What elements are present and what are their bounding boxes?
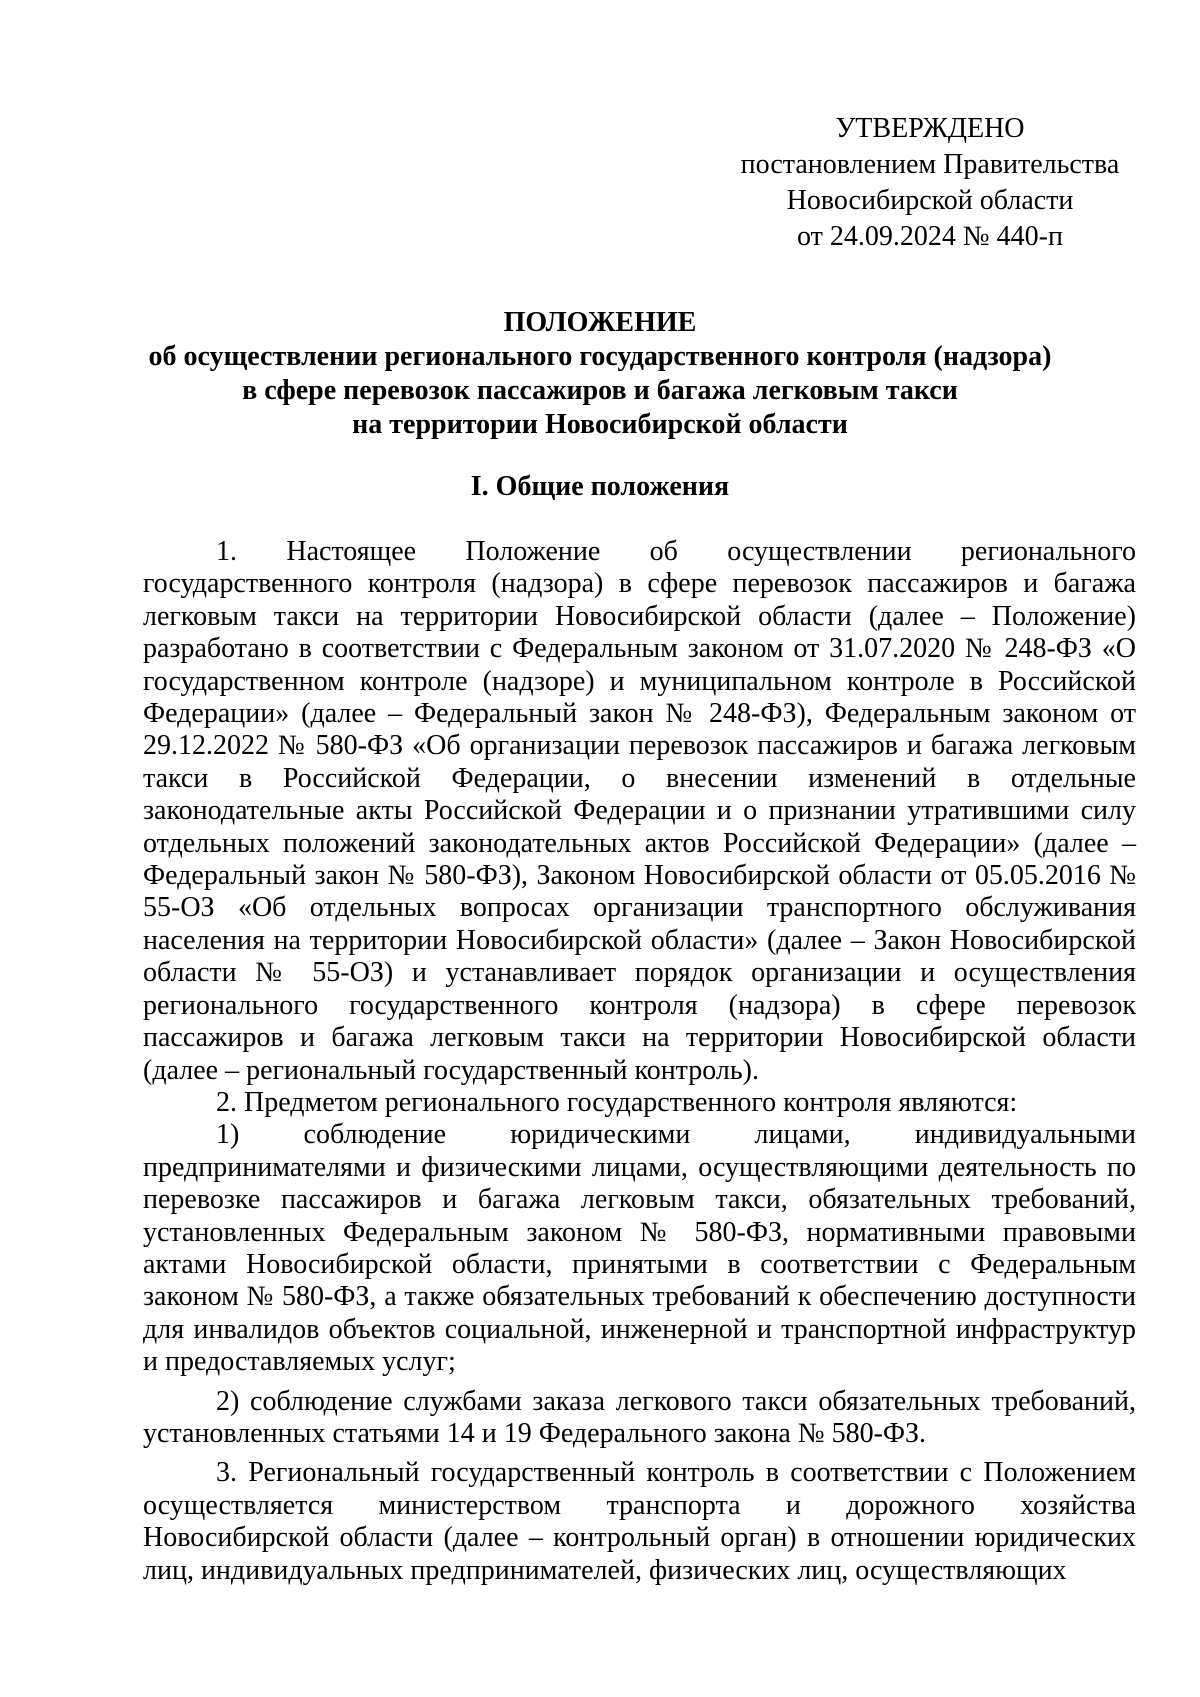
approval-heading: УТВЕРЖДЕНО <box>835 113 1025 144</box>
title-line: об осуществлении регионального государственного контроля (надзора) <box>148 341 1052 372</box>
title-line: на территории Новосибирской области <box>352 409 848 440</box>
title-line: в сфере перевозок пассажиров и багажа легковым такси <box>242 375 958 406</box>
section-heading: I. Общие положения <box>470 471 730 502</box>
document-body <box>143 536 1136 1587</box>
paragraph-2-item-1: 1) соблюдение юридическими лицами, индивидуальными предпринимателями и физическими лицами, осуществляющими деятельность по перевозке пассажиров и багажа легковым такси, обязательных требований, установленных Федеральным законом № 580-ФЗ, нормативными правовыми актами Новосибирской области, принятыми в соответствии с Федеральным законом № 580-ФЗ, а также обязательных требований к обеспечению доступности для инвалидов объектов социальной, инженерной и транспортной инфраструктур и предоставляемых услуг; <box>143 1119 1136 1378</box>
paragraph-1: 1. Настоящее Положение об осуществлении регионального государственного контроля (надзора) в сфере перевозок пассажиров и багажа легковым такси на территории Новосибирской области (далее – Положение) разработано в соответствии с Федеральным законом от 31.07.2020 № 248-ФЗ «О государственном контроле (надзоре) и муниципальном контроле в Российской Федерации» (далее – Федеральный закон № 248-ФЗ), Федеральным законом от 29.12.2022 № 580-ФЗ «Об организации перевозок пассажиров и багажа легковым такси в Российской Федерации, о внесении изменений в отдельные законодательные акты Российской Федерации и о признании утратившими силу отдельных положений законодательных актов Российской Федерации» (далее – Федеральный закон № 580-ФЗ), Законом Новосибирской области от 05.05.2016 № 55-ОЗ «Об отдельных вопросах организации транспортного обслуживания населения на территории Новосибирской области» (далее – Закон Новосибирской области № 55-ОЗ) и устанавливает порядок организации и осуществления регионального государственного контроля (надзора) в сфере перевозок пассажиров и багажа легковым такси на территории Новосибирской области (далее – региональный государственный контроль). <box>143 536 1136 1086</box>
title-heading: ПОЛОЖЕНИЕ <box>503 307 697 338</box>
approval-authority: постановлением Правительства <box>740 149 1120 180</box>
paragraph-3: 3. Региональный государственный контроль в соответствии с Положением осуществляется министерством транспорта и дорожного хозяйства Новосибирской области (далее – контрольный орган) в отношении юридических лиц, индивидуальных предпринимателей, физических лиц, осуществляющих <box>143 1457 1136 1586</box>
paragraph-2: 2. Предметом регионального государственного контроля являются: <box>216 1086 1018 1118</box>
approval-stamp <box>740 111 1120 255</box>
approval-region: Новосибирской области <box>786 185 1074 216</box>
paragraph-2-item-2: 2) соблюдение службами заказа легкового такси обязательных требований, установленных статьями 14 и 19 Федерального закона № 580-ФЗ. <box>143 1385 1136 1449</box>
document-title <box>130 306 1070 442</box>
approval-date-number: от 24.09.2024 № 440-п <box>797 221 1063 252</box>
